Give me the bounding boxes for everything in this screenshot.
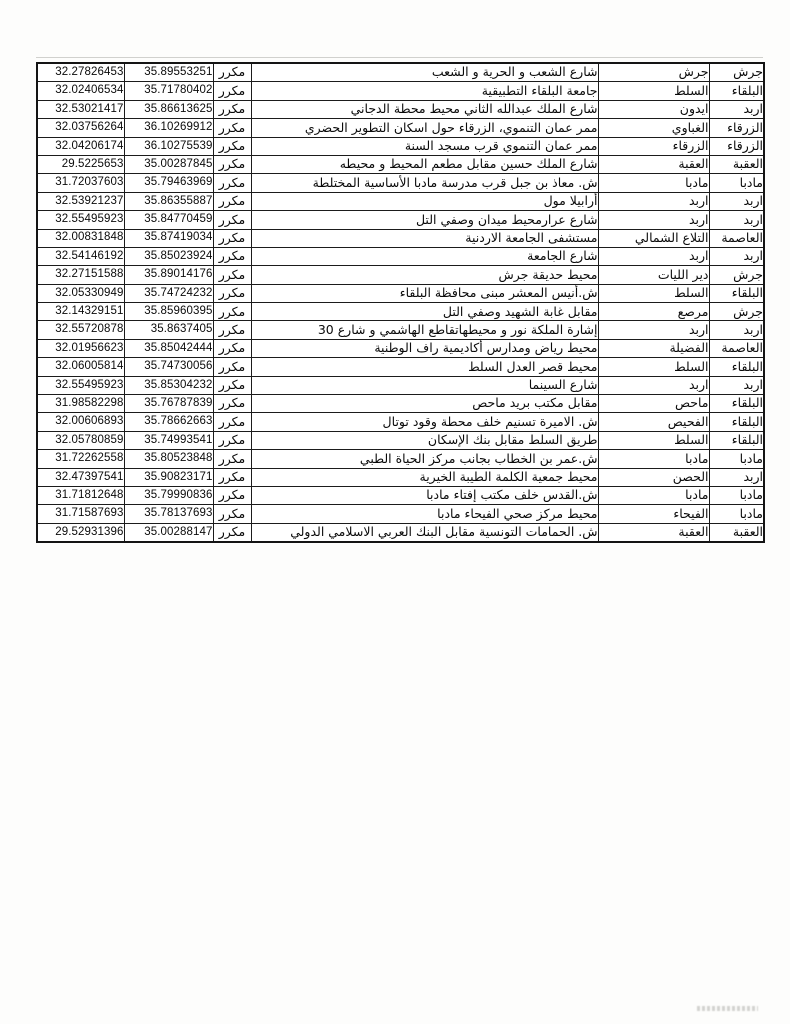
status-cell: مكرر xyxy=(213,100,251,118)
scan-artifact-line xyxy=(36,57,763,58)
governorate-cell: العقبة xyxy=(709,523,764,542)
governorate-cell: الزرقاء xyxy=(709,137,764,155)
location-description-cell: ش.أنيس المعشر مبنى محافظة البلقاء xyxy=(251,284,598,302)
governorate-cell: مادبا xyxy=(709,450,764,468)
status-cell: مكرر xyxy=(213,358,251,376)
status-cell: مكرر xyxy=(213,82,251,100)
longitude-cell: 35.85023924 xyxy=(124,247,213,265)
longitude-cell: 35.00287845 xyxy=(124,155,213,173)
latitude-cell: 29.5225653 xyxy=(37,155,124,173)
table-row xyxy=(37,395,764,413)
longitude-cell: 35.84770459 xyxy=(124,211,213,229)
district-cell: ايدون xyxy=(598,100,709,118)
governorate-cell: البلقاء xyxy=(709,358,764,376)
table-row xyxy=(37,266,764,284)
governorate-cell: العاصمة xyxy=(709,229,764,247)
governorate-cell: اربد xyxy=(709,211,764,229)
location-description-cell: جامعة البلقاء التطبيقية xyxy=(251,82,598,100)
latitude-cell: 32.01956623 xyxy=(37,339,124,357)
governorate-cell: جرش xyxy=(709,266,764,284)
latitude-cell: 32.53021417 xyxy=(37,100,124,118)
status-cell: مكرر xyxy=(213,266,251,284)
district-cell: الحصن xyxy=(598,468,709,486)
status-cell: مكرر xyxy=(213,63,251,82)
district-cell: الزرقاء xyxy=(598,137,709,155)
latitude-cell: 32.00606893 xyxy=(37,413,124,431)
governorate-cell: مادبا xyxy=(709,486,764,504)
longitude-cell: 35.74730056 xyxy=(124,358,213,376)
latitude-cell: 31.72262558 xyxy=(37,450,124,468)
status-cell: مكرر xyxy=(213,413,251,431)
location-description-cell: محيط قصر العدل السلط xyxy=(251,358,598,376)
governorate-cell: البلقاء xyxy=(709,413,764,431)
governorate-cell: العقبة xyxy=(709,155,764,173)
location-description-cell: شارع الجامعة xyxy=(251,247,598,265)
district-cell: السلط xyxy=(598,82,709,100)
location-description-cell: ممر عمان التنموي، الزرقاء حول اسكان التطوير الحضري xyxy=(251,119,598,137)
table-row xyxy=(37,339,764,357)
governorate-cell: جرش xyxy=(709,303,764,321)
district-cell: اربد xyxy=(598,247,709,265)
location-description-cell: مقابل مكتب بريد ماحص xyxy=(251,395,598,413)
location-description-cell: ش. معاذ بن جبل قرب مدرسة مادبا الأساسية المختلطة xyxy=(251,174,598,192)
location-description-cell: مستشفى الجامعة الاردنية xyxy=(251,229,598,247)
table-body xyxy=(37,63,764,542)
longitude-cell: 35.87419034 xyxy=(124,229,213,247)
longitude-cell: 35.89014176 xyxy=(124,266,213,284)
longitude-cell: 35.00288147 xyxy=(124,523,213,542)
table-row xyxy=(37,321,764,339)
status-cell: مكرر xyxy=(213,229,251,247)
longitude-cell: 35.86613625 xyxy=(124,100,213,118)
latitude-cell: 31.71587693 xyxy=(37,505,124,523)
status-cell: مكرر xyxy=(213,395,251,413)
latitude-cell: 32.55720878 xyxy=(37,321,124,339)
table-row xyxy=(37,284,764,302)
longitude-cell: 35.74724232 xyxy=(124,284,213,302)
latitude-cell: 32.54146192 xyxy=(37,247,124,265)
governorate-cell: الزرقاء xyxy=(709,119,764,137)
district-cell: اربد xyxy=(598,192,709,210)
longitude-cell: 35.80523848 xyxy=(124,450,213,468)
status-cell: مكرر xyxy=(213,284,251,302)
longitude-cell: 35.76787839 xyxy=(124,395,213,413)
status-cell: مكرر xyxy=(213,211,251,229)
table-row xyxy=(37,413,764,431)
status-cell: مكرر xyxy=(213,468,251,486)
latitude-cell: 32.55495923 xyxy=(37,376,124,394)
table-row xyxy=(37,358,764,376)
district-cell: الغباوي xyxy=(598,119,709,137)
location-description-cell: ش.عمر بن الخطاب بجانب مركز الحياة الطبي xyxy=(251,450,598,468)
table-row xyxy=(37,303,764,321)
longitude-cell: 35.71780402 xyxy=(124,82,213,100)
table-row xyxy=(37,229,764,247)
location-description-cell: شارع السينما xyxy=(251,376,598,394)
location-description-cell: محيط مركز صحي الفيحاء مادبا xyxy=(251,505,598,523)
longitude-cell: 35.85304232 xyxy=(124,376,213,394)
governorate-cell: جرش xyxy=(709,63,764,82)
location-description-cell: مقابل غابة الشهيد وصفي التل xyxy=(251,303,598,321)
status-cell: مكرر xyxy=(213,450,251,468)
latitude-cell: 32.05330949 xyxy=(37,284,124,302)
governorate-cell: مادبا xyxy=(709,174,764,192)
location-description-cell: شارع الملك عبدالله الثاني محيط محطة الدجاني xyxy=(251,100,598,118)
table-row xyxy=(37,376,764,394)
status-cell: مكرر xyxy=(213,523,251,542)
status-cell: مكرر xyxy=(213,321,251,339)
status-cell: مكرر xyxy=(213,303,251,321)
table-row xyxy=(37,211,764,229)
latitude-cell: 32.00831848 xyxy=(37,229,124,247)
longitude-cell: 35.79990836 xyxy=(124,486,213,504)
location-description-cell: ش.القدس خلف مكتب إفتاء مادبا xyxy=(251,486,598,504)
table-row xyxy=(37,137,764,155)
district-cell: العقبة xyxy=(598,155,709,173)
district-cell: السلط xyxy=(598,431,709,449)
district-cell: اربد xyxy=(598,321,709,339)
district-cell: ماحص xyxy=(598,395,709,413)
location-description-cell: ش. الاميرة تسنيم خلف محطة وقود توتال xyxy=(251,413,598,431)
page-footer-micro-text xyxy=(697,1006,758,1011)
district-cell: السلط xyxy=(598,358,709,376)
longitude-cell: 35.90823171 xyxy=(124,468,213,486)
table-row xyxy=(37,174,764,192)
district-cell: الفحيص xyxy=(598,413,709,431)
governorate-cell: البلقاء xyxy=(709,431,764,449)
table-row xyxy=(37,431,764,449)
status-cell: مكرر xyxy=(213,192,251,210)
table-row xyxy=(37,63,764,82)
latitude-cell: 32.53921237 xyxy=(37,192,124,210)
status-cell: مكرر xyxy=(213,505,251,523)
latitude-cell: 31.98582298 xyxy=(37,395,124,413)
latitude-cell: 32.14329151 xyxy=(37,303,124,321)
longitude-cell: 35.74993541 xyxy=(124,431,213,449)
status-cell: مكرر xyxy=(213,247,251,265)
table-row xyxy=(37,450,764,468)
governorate-cell: اربد xyxy=(709,247,764,265)
table-row xyxy=(37,523,764,542)
location-description-cell: طريق السلط مقابل بنك الإسكان xyxy=(251,431,598,449)
location-description-cell: شارع عرارمحيط ميدان وصفي التل xyxy=(251,211,598,229)
status-cell: مكرر xyxy=(213,137,251,155)
location-description-cell: محيط رياض ومدارس أكاديمية راف الوطنية xyxy=(251,339,598,357)
latitude-cell: 32.27826453 xyxy=(37,63,124,82)
latitude-cell: 32.06005814 xyxy=(37,358,124,376)
governorate-cell: البلقاء xyxy=(709,395,764,413)
district-cell: دير الليات xyxy=(598,266,709,284)
table-row xyxy=(37,82,764,100)
district-cell: مادبا xyxy=(598,450,709,468)
location-description-cell: شارع الملك حسين مقابل مطعم المحيط و محيطه xyxy=(251,155,598,173)
location-description-cell: ش. الحمامات التونسية مقابل البنك العربي الاسلامي الدولي xyxy=(251,523,598,542)
longitude-cell: 36.10269912 xyxy=(124,119,213,137)
governorate-cell: البلقاء xyxy=(709,82,764,100)
latitude-cell: 32.02406534 xyxy=(37,82,124,100)
district-cell: اربد xyxy=(598,211,709,229)
longitude-cell: 35.86355887 xyxy=(124,192,213,210)
longitude-cell: 35.85960395 xyxy=(124,303,213,321)
longitude-cell: 35.79463969 xyxy=(124,174,213,192)
district-cell: مادبا xyxy=(598,486,709,504)
governorate-cell: البلقاء xyxy=(709,284,764,302)
district-cell: السلط xyxy=(598,284,709,302)
district-cell: التلاع الشمالي xyxy=(598,229,709,247)
location-description-cell: أرابيلا مول xyxy=(251,192,598,210)
latitude-cell: 31.71812648 xyxy=(37,486,124,504)
governorate-cell: اربد xyxy=(709,192,764,210)
governorate-cell: اربد xyxy=(709,376,764,394)
table-row xyxy=(37,505,764,523)
latitude-cell: 31.72037603 xyxy=(37,174,124,192)
latitude-cell: 32.55495923 xyxy=(37,211,124,229)
status-cell: مكرر xyxy=(213,431,251,449)
table-row xyxy=(37,155,764,173)
district-cell: جرش xyxy=(598,63,709,82)
status-cell: مكرر xyxy=(213,486,251,504)
table-row xyxy=(37,247,764,265)
longitude-cell: 35.78137693 xyxy=(124,505,213,523)
governorate-cell: مادبا xyxy=(709,505,764,523)
governorate-cell: اربد xyxy=(709,100,764,118)
district-cell: العقبة xyxy=(598,523,709,542)
status-cell: مكرر xyxy=(213,376,251,394)
latitude-cell: 32.27151588 xyxy=(37,266,124,284)
coordinates-table xyxy=(36,62,765,543)
longitude-cell: 35.85042444 xyxy=(124,339,213,357)
latitude-cell: 32.05780859 xyxy=(37,431,124,449)
status-cell: مكرر xyxy=(213,155,251,173)
table-row xyxy=(37,486,764,504)
status-cell: مكرر xyxy=(213,174,251,192)
table-row xyxy=(37,119,764,137)
latitude-cell: 29.52931396 xyxy=(37,523,124,542)
location-description-cell: ممر عمان التنموي قرب مسجد السنة xyxy=(251,137,598,155)
location-description-cell: محيط حديقة جرش xyxy=(251,266,598,284)
district-cell: مادبا xyxy=(598,174,709,192)
district-cell: اربد xyxy=(598,376,709,394)
location-description-cell: شارع الشعب و الحرية و الشعب xyxy=(251,63,598,82)
status-cell: مكرر xyxy=(213,119,251,137)
longitude-cell: 35.8637405 xyxy=(124,321,213,339)
governorate-cell: العاصمة xyxy=(709,339,764,357)
latitude-cell: 32.03756264 xyxy=(37,119,124,137)
status-cell: مكرر xyxy=(213,339,251,357)
table-row xyxy=(37,192,764,210)
longitude-cell: 36.10275539 xyxy=(124,137,213,155)
district-cell: الفضيلة xyxy=(598,339,709,357)
district-cell: الفيحاء xyxy=(598,505,709,523)
table-row xyxy=(37,100,764,118)
latitude-cell: 32.47397541 xyxy=(37,468,124,486)
governorate-cell: اربد xyxy=(709,321,764,339)
table-row xyxy=(37,468,764,486)
district-cell: مرصع xyxy=(598,303,709,321)
longitude-cell: 35.78662663 xyxy=(124,413,213,431)
location-description-cell: محيط جمعية الكلمة الطيبة الخيرية xyxy=(251,468,598,486)
latitude-cell: 32.04206174 xyxy=(37,137,124,155)
governorate-cell: اربد xyxy=(709,468,764,486)
longitude-cell: 35.89553251 xyxy=(124,63,213,82)
location-description-cell: إشارة الملكة نور و محيطهاتقاطع الهاشمي و شارع 30 xyxy=(251,321,598,339)
